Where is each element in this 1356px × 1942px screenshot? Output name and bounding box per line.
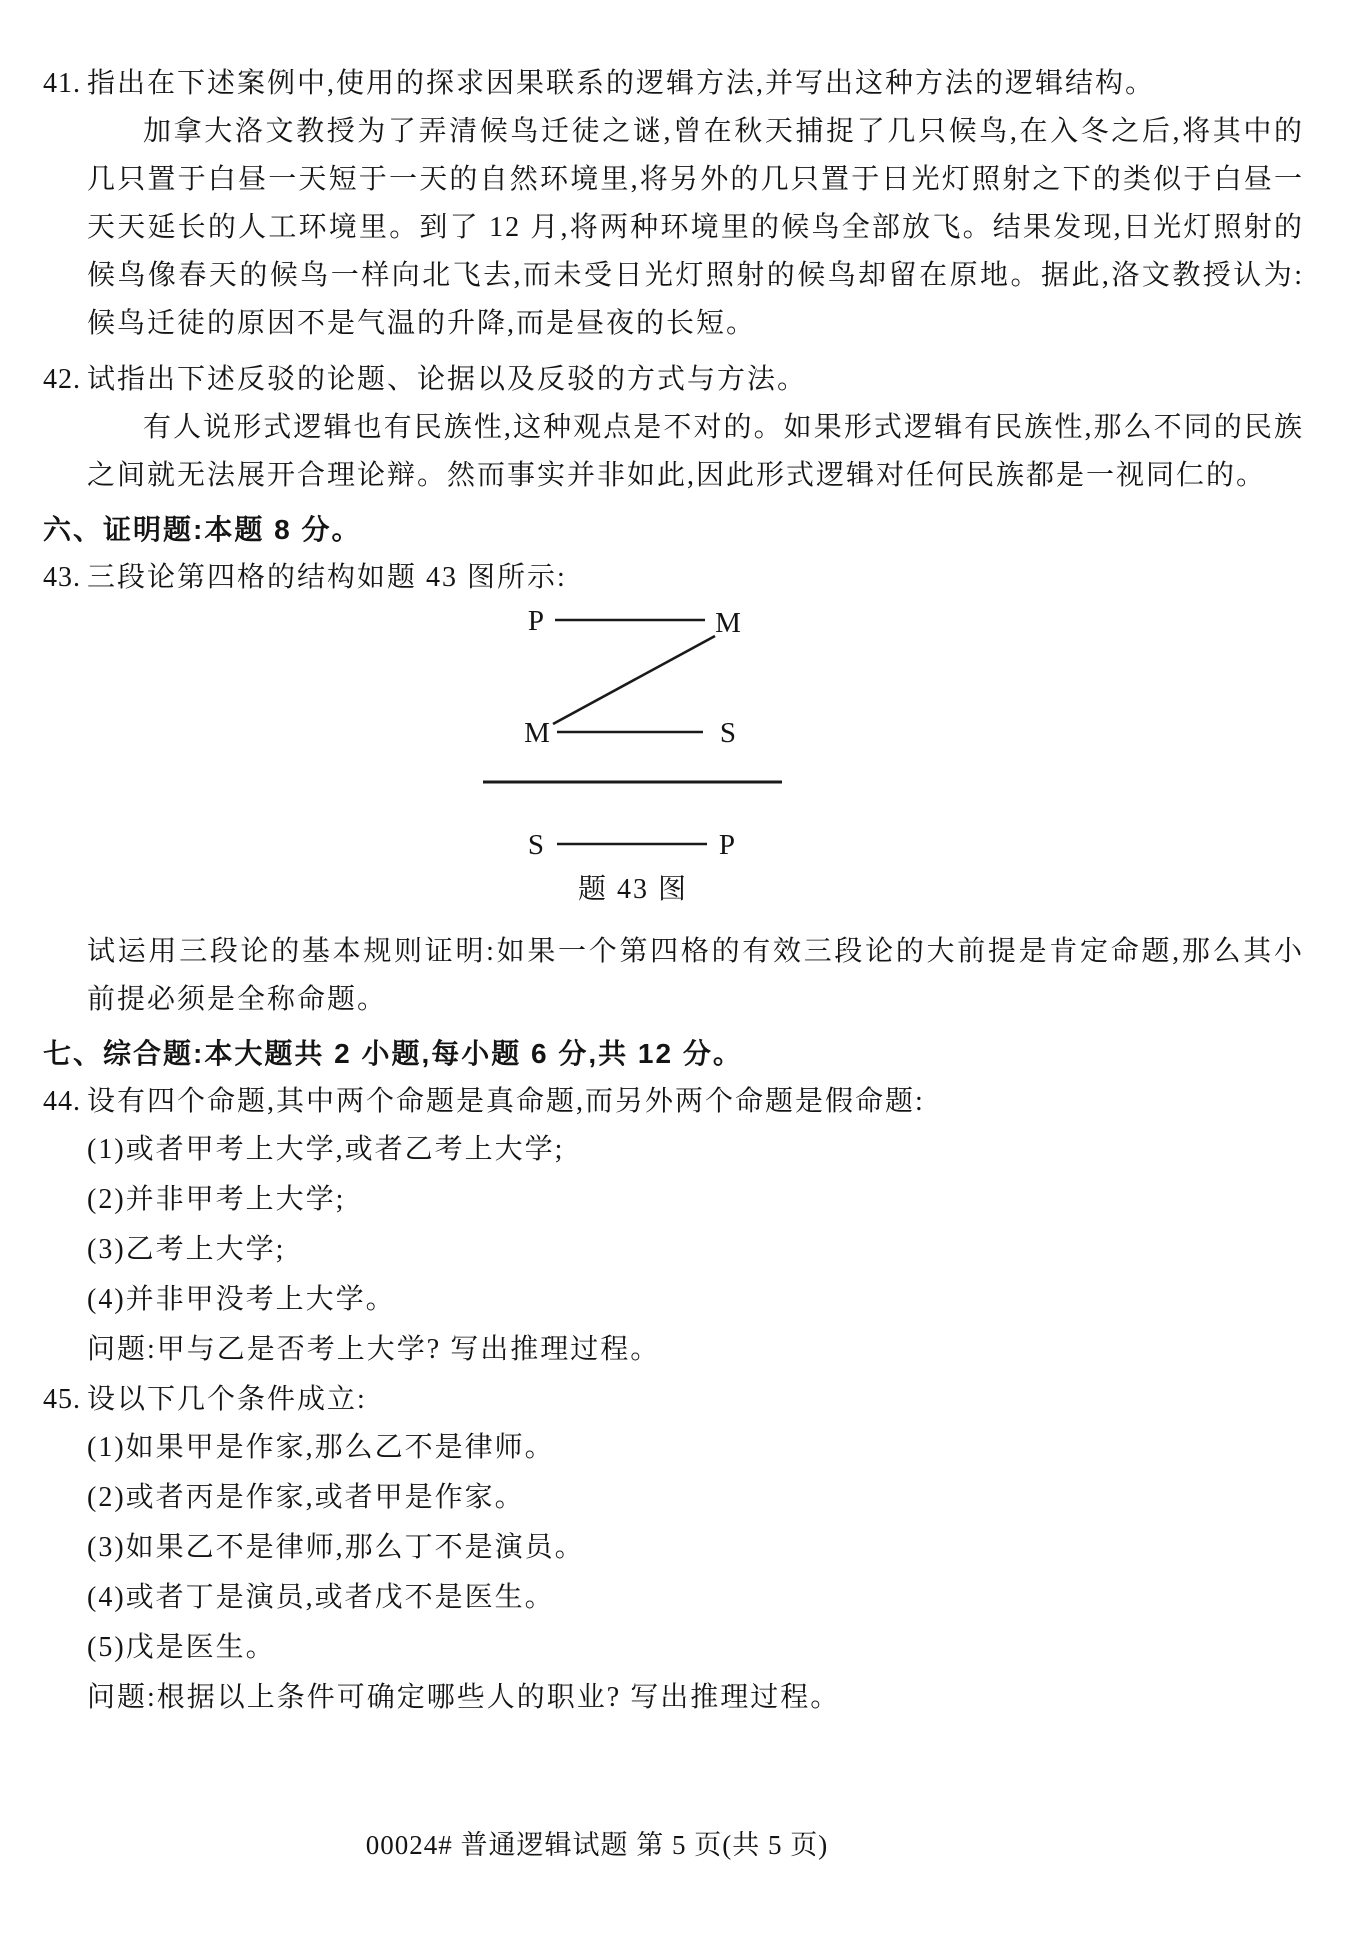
question-44-number: 44. — [43, 1086, 81, 1117]
term-label-m-bottom: M — [524, 717, 550, 749]
question-45-item-1: (1)如果甲是作家,那么乙不是律师。 — [87, 1432, 555, 1463]
question-42-number: 42. — [43, 364, 81, 395]
question-43-number: 43. — [43, 562, 81, 593]
syllogism-diagram — [460, 602, 806, 864]
question-45 — [43, 1376, 1304, 1424]
question-44-item-3: (3)乙考上大学; — [87, 1234, 286, 1265]
question-45-stem: 设以下几个条件成立: — [87, 1384, 367, 1415]
question-42-case-paragraph: 有人说形式逻辑也有民族性,这种观点是不对的。如果形式逻辑有民族性,那么不同的民族之间就无法展开合理论辩。然而事实并非如此,因此形式逻辑对任何民族都是一视同仁的。 — [87, 412, 1304, 491]
question-44-item-2: (2)并非甲考上大学; — [87, 1184, 346, 1215]
question-41-stem: 指出在下述案例中,使用的探求因果联系的逻辑方法,并写出这种方法的逻辑结构。 — [87, 68, 1156, 99]
question-44 — [43, 1078, 1304, 1126]
section-6-header: 六、证明题:本题 8 分。 — [43, 514, 362, 545]
question-42 — [43, 356, 1304, 404]
question-44-item-4: (4)并非甲没考上大学。 — [87, 1284, 396, 1315]
question-45-number: 45. — [43, 1384, 81, 1415]
question-41 — [43, 60, 1304, 108]
figure-43-caption: 题 43 图 — [577, 874, 688, 905]
question-42-stem: 试指出下述反驳的论题、论据以及反驳的方式与方法。 — [87, 364, 808, 395]
term-label-p-top: P — [527, 605, 545, 637]
term-label-s-conclusion: S — [527, 829, 545, 861]
term-label-s-middle: S — [719, 717, 737, 749]
figure-43 — [460, 602, 806, 910]
question-41-case-paragraph: 加拿大洛文教授为了弄清候鸟迁徒之谜,曾在秋天捕捉了几只候鸟,在入冬之后,将其中的几只置于白昼一天短于一天的自然环境里,将另外的几只置于日光灯照射之下的类似于白昼一天天延长的人工环境里。到了 12 月,将两种环境里的候鸟全部放飞。结果发现,日光灯照射的候鸟像春天的候鸟一样向北飞去,而未受日光灯照射的候鸟却留在原地。据此,洛文教授认为:候鸟迁徒的原因不是气温的升降,而是昼夜的长短。 — [87, 116, 1304, 339]
diagonal-line — [553, 636, 715, 724]
question-45-task: 问题:根据以上条件可确定哪些人的职业? 写出推理过程。 — [87, 1682, 841, 1713]
term-label-m-top: M — [715, 607, 741, 639]
question-41-number: 41. — [43, 68, 81, 99]
question-45-item-5: (5)戊是医生。 — [87, 1632, 276, 1663]
question-44-stem: 设有四个命题,其中两个命题是真命题,而另外两个命题是假命题: — [87, 1086, 925, 1117]
term-label-p-conclusion: P — [718, 829, 736, 861]
question-44-task: 问题:甲与乙是否考上大学? 写出推理过程。 — [87, 1334, 661, 1365]
question-43-stem: 三段论第四格的结构如题 43 图所示: — [87, 562, 567, 593]
page-footer: 00024# 普通逻辑试题 第 5 页(共 5 页) — [365, 1830, 829, 1860]
question-45-item-2: (2)或者丙是作家,或者甲是作家。 — [87, 1482, 525, 1513]
question-44-item-1: (1)或者甲考上大学,或者乙考上大学; — [87, 1134, 565, 1165]
question-43 — [43, 554, 1304, 602]
question-45-item-3: (3)如果乙不是律师,那么丁不是演员。 — [87, 1532, 585, 1563]
section-7-header: 七、综合题:本大题共 2 小题,每小题 6 分,共 12 分。 — [43, 1038, 743, 1069]
question-43-proof-task: 试运用三段论的基本规则证明:如果一个第四格的有效三段论的大前提是肯定命题,那么其小前提必须是全称命题。 — [87, 936, 1304, 1015]
question-45-item-4: (4)或者丁是演员,或者戊不是医生。 — [87, 1582, 555, 1613]
